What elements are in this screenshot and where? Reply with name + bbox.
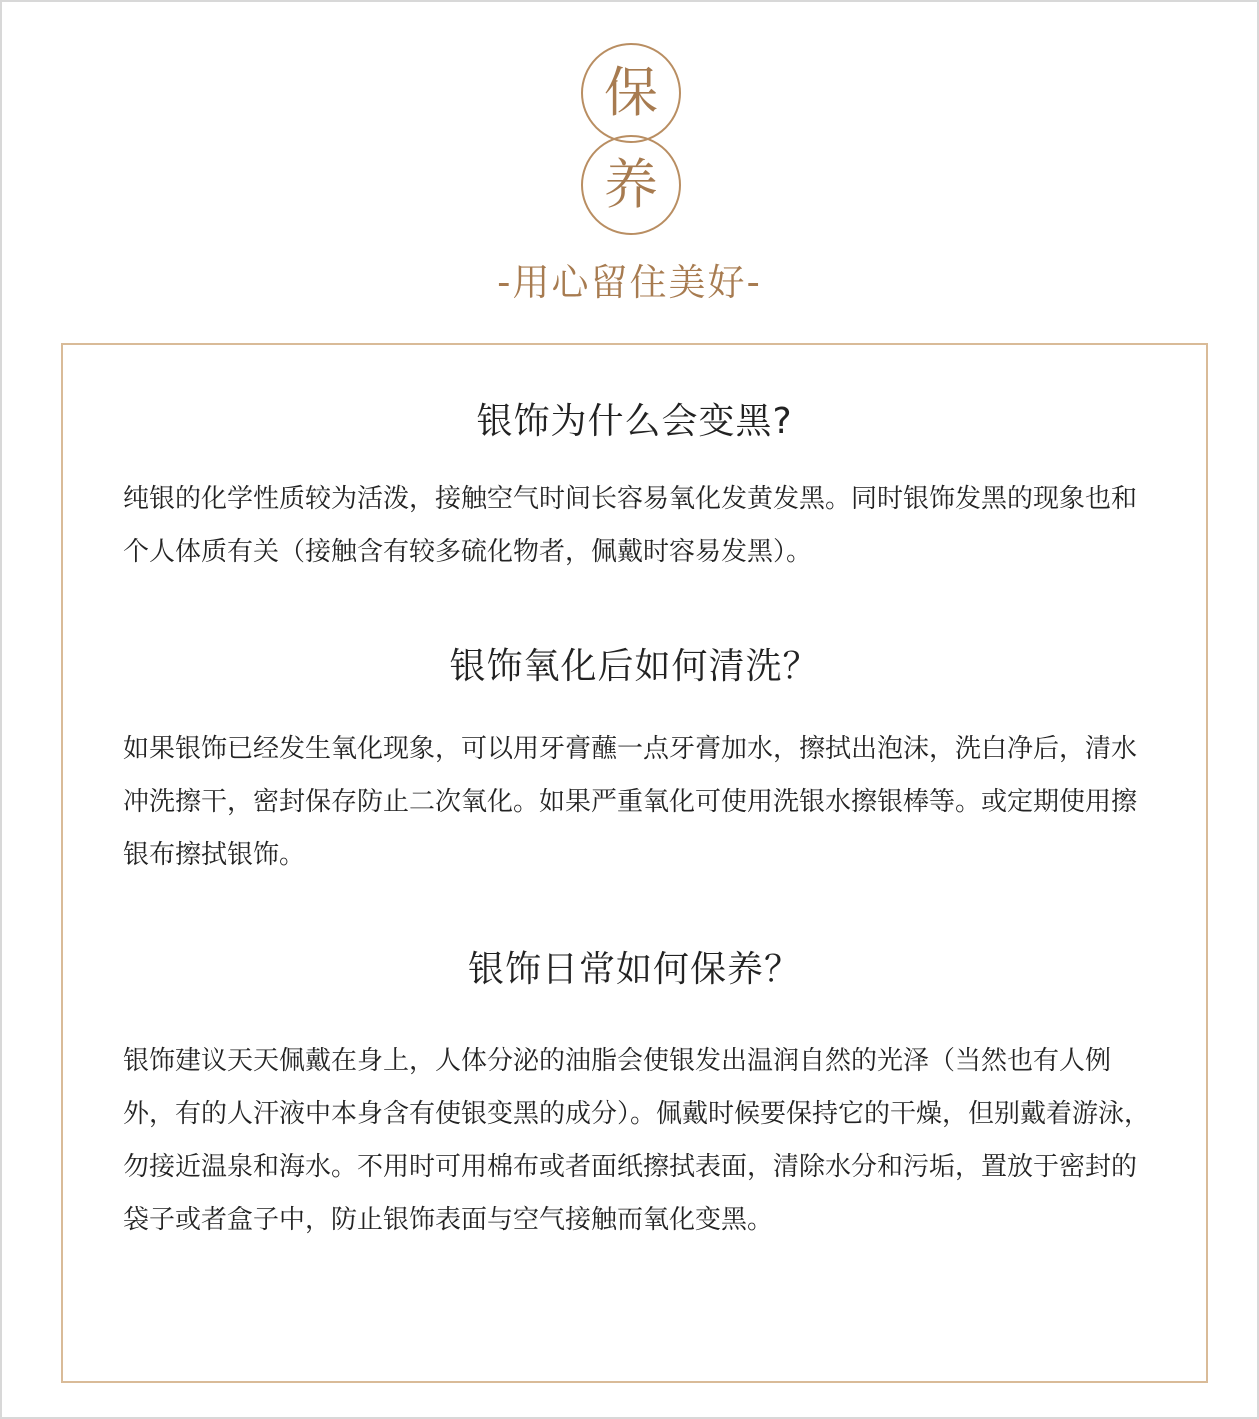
badge-circle-top: [581, 43, 681, 143]
tagline: -用心留住美好-: [497, 261, 762, 304]
section-title-how-clean: 银饰氧化后如何清洗？: [449, 646, 820, 687]
section-title-why-black: 银饰为什么会变黑?: [476, 401, 793, 442]
section-body-how-clean: 如果银饰已经发生氧化现象，可以用牙膏蘸一点牙膏加水，擦拭出泡沫，洗白净后，清水冲洗擦干，密封保存防止二次氧化。如果严重氧化可使用洗银水擦银棒等。或定期使用擦银布擦拭银饰。: [123, 734, 1138, 870]
section-body-why-black: 纯银的化学性质较为活泼，接触空气时间长容易氧化发黄发黑。同时银饰发黑的现象也和个人体质有关（接触含有较多硫化物者，佩戴时容易发黑）。: [123, 484, 1138, 567]
section-body-daily-care: 银饰建议天天佩戴在身上，人体分泌的油脂会使银发出温润自然的光泽（当然也有人例外，有的人汗液中本身含有使银变黑的成分）。佩戴时候要保持它的干燥，但别戴着游泳，勿接近温泉和海水。不用时可用棉布或者面纸擦拭表面，清除水分和污垢，置放于密封的袋子或者盒子中，防止银饰表面与空气接触而氧化变黑。: [123, 1046, 1151, 1235]
badge-char-yang: 养: [604, 153, 658, 216]
badge-char-bao: 保: [604, 61, 658, 124]
header-badge: [0, 0, 1259, 320]
care-content-box: [61, 343, 1208, 1383]
badge-circle-bottom: [581, 135, 681, 235]
section-title-daily-care: 银饰日常如何保养？: [467, 949, 801, 990]
